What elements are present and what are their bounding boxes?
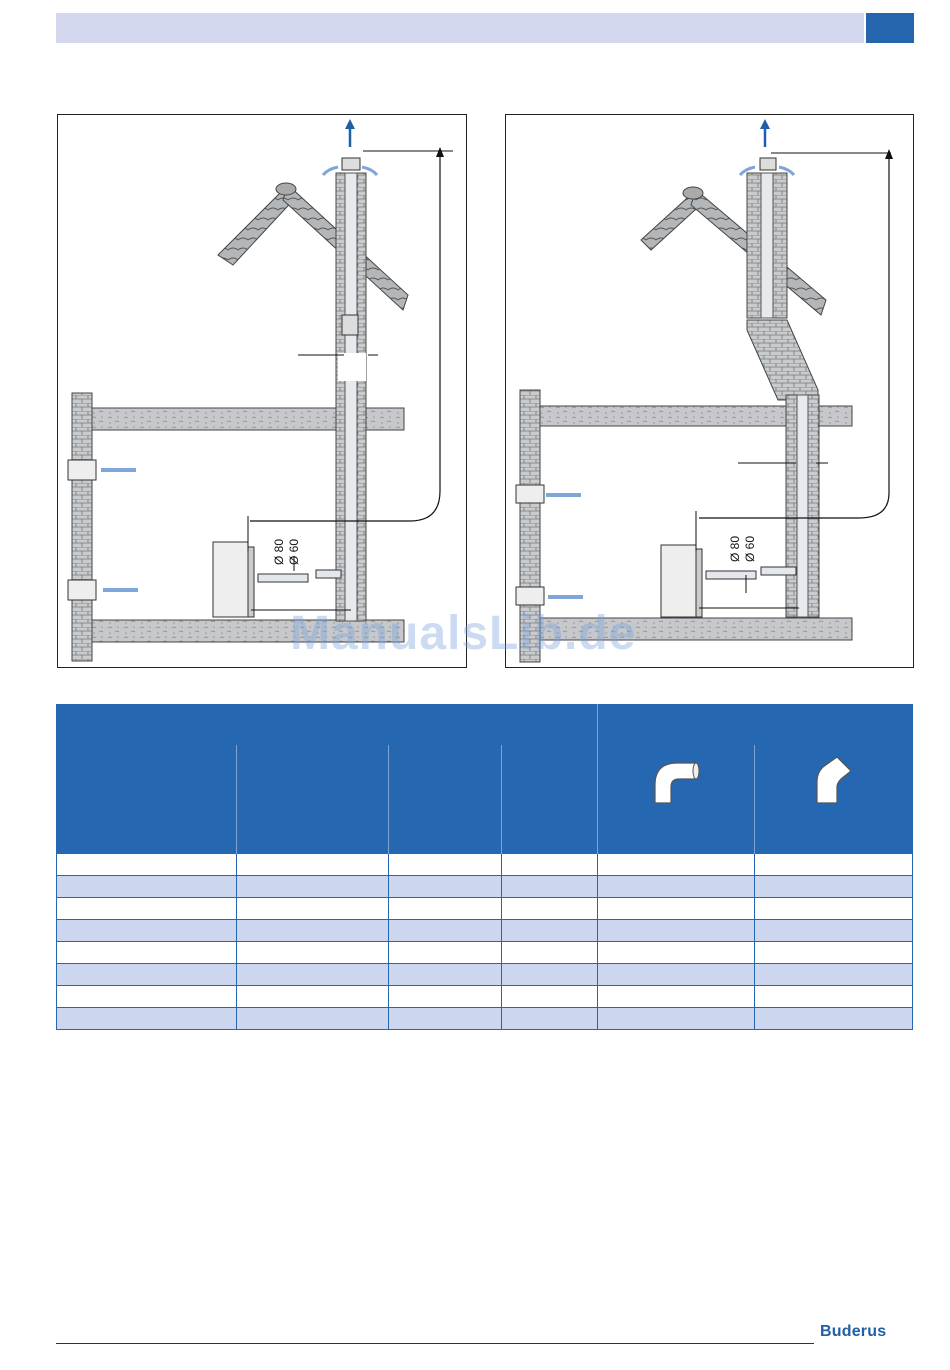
table-row [56,876,913,898]
dim-label-60: Ø 60 [287,538,301,565]
boiler [661,545,696,617]
boiler [213,542,248,617]
page-header-tab [866,13,914,43]
brand-logo: Buderus [820,1323,887,1340]
dim-label-80: Ø 80 [728,535,742,562]
table-row [56,964,913,986]
table-header-row-2 [56,745,913,857]
table-row [56,854,913,876]
dim-label-80: Ø 80 [272,538,286,565]
table-row [56,1008,913,1030]
outer-wall [72,393,92,661]
footer-rule [56,1343,814,1344]
page-header-band [56,13,864,43]
table-header-row-1 [56,704,913,745]
table-row [56,898,913,920]
chimney-offset [747,320,818,400]
elbow-90-icon [651,757,703,807]
elbow-45-icon [813,757,858,807]
table-row [56,986,913,1008]
dim-label-60: Ø 60 [743,535,757,562]
installation-figure-left [57,114,467,668]
watermark: ManualsLib.de [290,607,637,660]
installation-figure-right [505,114,914,668]
table-row [56,920,913,942]
table-row [56,942,913,964]
